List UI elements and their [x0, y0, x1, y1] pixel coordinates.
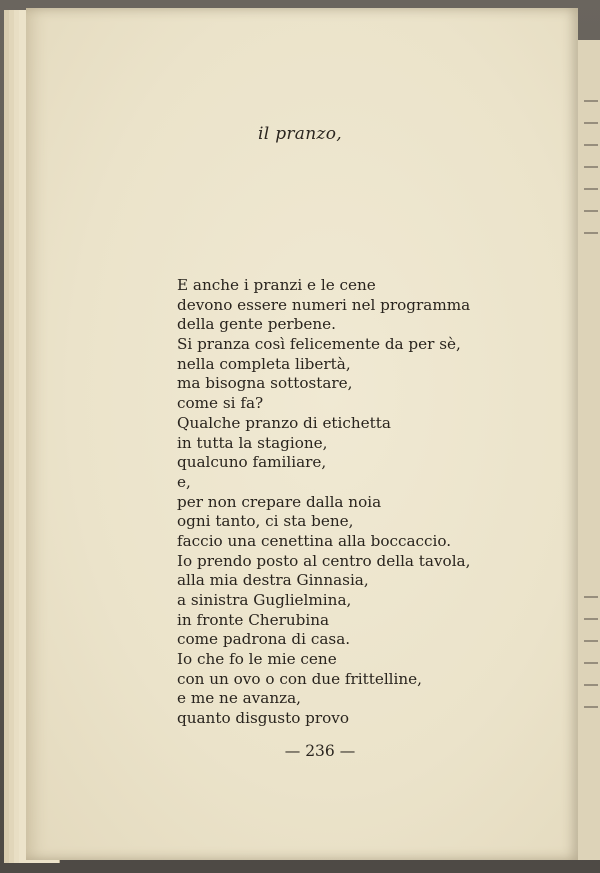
poem-line: ma bisogna sottostare,: [177, 374, 353, 393]
poem-line: nella completa libertà,: [177, 354, 351, 373]
poem-body: [177, 276, 470, 729]
poem-line: in tutta la stagione,: [177, 433, 328, 452]
poem-line: e me ne avanza,: [177, 689, 301, 708]
poem-line: a sinistra Guglielmina,: [177, 591, 352, 609]
poem-line: ogni tanto, ci sta bene,: [177, 512, 354, 531]
poem-line: quanto disgusto provo: [177, 709, 350, 728]
poem-line: per non crepare dalla noia: [177, 492, 382, 511]
poem-line: in fronte Cherubina: [177, 610, 330, 629]
poem-line: Si pranza così felicemente da per sè,: [177, 335, 461, 354]
poem-line: Io che fo le mie cene: [177, 650, 337, 669]
poem-title: il pranzo,: [258, 124, 342, 144]
poem-line: con un ovo o con due frittelline,: [177, 669, 422, 688]
poem-line: come si fa?: [177, 394, 264, 413]
poem-line: devono essere numeri nel programma: [177, 295, 471, 314]
poem-line: E anche i pranzi e le cene: [177, 276, 376, 294]
poem-line: Qualche pranzo di etichetta: [177, 413, 391, 432]
poem-line: qualcuno familiare,: [177, 453, 327, 472]
poem-line: alla mia destra Ginnasia,: [177, 571, 369, 590]
poem-line: come padrona di casa.: [177, 630, 351, 649]
poem-line: faccio una cenettina alla boccaccio.: [177, 531, 452, 550]
page-number: — 236 —: [284, 742, 356, 760]
poem-line: della gente perbene.: [177, 315, 336, 334]
next-page-sliver: [576, 40, 600, 860]
poem-line: e,: [177, 472, 191, 491]
poem-line: Io prendo posto al centro della tavola,: [177, 551, 471, 570]
